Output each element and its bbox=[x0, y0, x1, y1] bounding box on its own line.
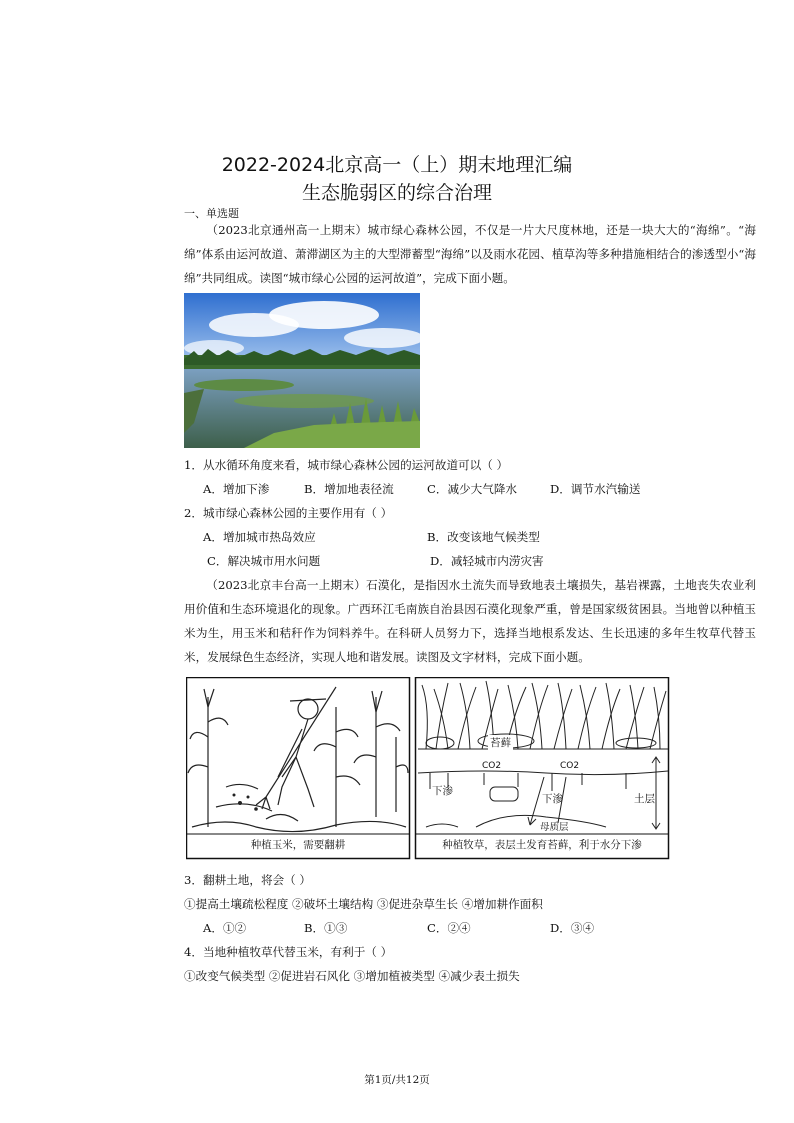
question-3-stem: 3．翻耕土地，将会（ ） bbox=[184, 873, 311, 887]
q2-option-d: D．减轻城市内涝灾害 bbox=[430, 554, 544, 568]
farming-comparison-figure bbox=[186, 677, 670, 860]
q2-option-b: B．改变该地气候类型 bbox=[427, 530, 540, 544]
infiltration-label-a: 下渗 bbox=[432, 785, 453, 797]
q1-option-d: D．调节水汽输送 bbox=[550, 482, 641, 496]
question-4-stem: 4．当地种植牧草代替玉米，有利于（ ） bbox=[184, 945, 393, 959]
document-title: 2022-2024北京高一（上）期末地理汇编 bbox=[221, 154, 573, 176]
right-panel-caption: 种植牧草，表层土发育苔藓，利于水分下渗 bbox=[442, 839, 642, 851]
q1-option-c: C．减少大气降水 bbox=[427, 482, 518, 496]
q2-option-c: C．解决城市用水问题 bbox=[207, 554, 321, 568]
passage-2-text: （2023北京丰台高一上期末）石漠化，是指因水土流失而导致地表土壤损失，基岩裸露，土地丧失农业利用价值和生态环境退化的现象。广西环江毛南族自治县因石漠化现象严重，曾是国家级贫困县。当地曾以种植玉米为生，用玉米和秸秆作为饲料养牛。在科研人员努力下，选择当地根系发达、生长迅速的多年生牧草代替玉米，发展绿色生态经济，实现人地和谐发展。读图及文字材料，完成下面小题。 bbox=[184, 578, 756, 664]
canal-park-photo bbox=[184, 293, 420, 448]
left-panel-caption: 种植玉米，需要翻耕 bbox=[250, 839, 346, 851]
passage-2 bbox=[184, 573, 756, 669]
q3-statements: ①提高土壤疏松程度 ②破坏土壤结构 ③促进杂草生长 ④增加耕作面积 bbox=[184, 897, 543, 911]
page-footer: 第1页/共12页 bbox=[364, 1074, 430, 1086]
q1-option-b: B．增加地表径流 bbox=[304, 482, 394, 496]
question-1-stem: 1．从水循环角度来看，城市绿心森林公园的运河故道可以（ ） bbox=[184, 458, 509, 472]
parent-material-label: 母质层 bbox=[540, 822, 569, 833]
co2-label-b: CO2 bbox=[560, 761, 580, 771]
q3-option-b: B．①③ bbox=[304, 921, 348, 935]
passage-1-text: （2023北京通州高一上期末）城市绿心森林公园，不仅是一片大尺度林地，还是一块大大的“海绵”。“海绵”体系由运河故道、萧滞湖区为主的大型滞蓄型“海绵”以及雨水花园、植草沟等多种措施相结合的渗透型小“海绵”共同组成。读图“城市绿心公园的运河故道”，完成下面小题。 bbox=[184, 223, 756, 285]
section-heading: 一、单选题 bbox=[184, 207, 239, 220]
q3-option-c: C．②④ bbox=[427, 921, 471, 935]
moss-label: 苔藓 bbox=[490, 737, 511, 749]
q3-option-d: D．③④ bbox=[550, 921, 595, 935]
q2-option-a: A．增加城市热岛效应 bbox=[203, 530, 316, 544]
q1-option-a: A．增加下渗 bbox=[203, 482, 270, 496]
infiltration-label-b: 下渗 bbox=[542, 793, 563, 805]
q3-option-a: A．①② bbox=[203, 921, 247, 935]
question-2-stem: 2．城市绿心森林公园的主要作用有（ ） bbox=[184, 506, 393, 520]
co2-label-a: CO2 bbox=[482, 761, 502, 771]
soil-layer-label: 土层 bbox=[634, 793, 655, 805]
q4-statements: ①改变气候类型 ②促进岩石风化 ③增加植被类型 ④减少表土损失 bbox=[184, 969, 520, 983]
passage-1 bbox=[184, 218, 756, 290]
document-subtitle: 生态脆弱区的综合治理 bbox=[301, 182, 492, 204]
